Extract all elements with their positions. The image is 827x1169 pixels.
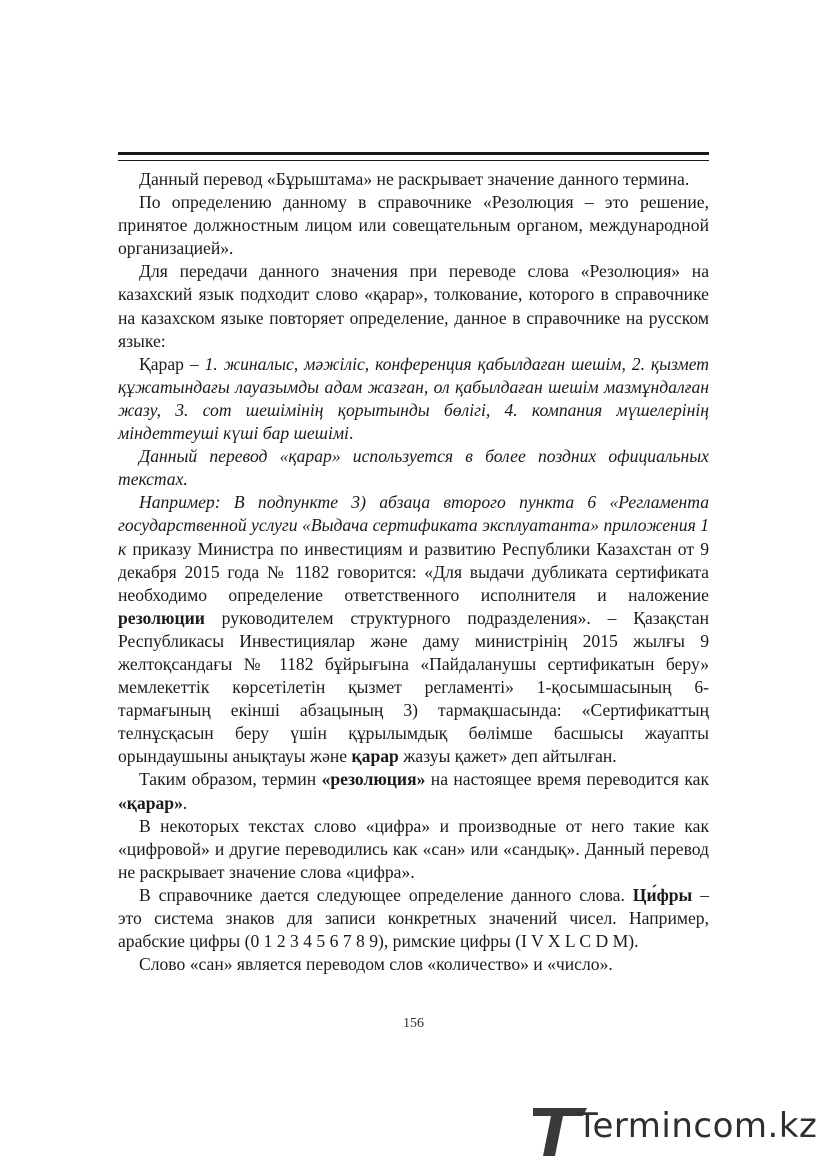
paragraph xyxy=(118,884,709,953)
text-run: Таким образом, термин xyxy=(139,769,322,790)
header-rule-thick xyxy=(118,152,709,155)
bold-term: резолюции xyxy=(118,607,205,628)
bold-term: «қарар» xyxy=(118,792,183,813)
text-run: . xyxy=(348,423,354,444)
text-run: – это система знаков для записи конкретных значений чисел. Например, арабские цифры (0 1 2 3 4 5 6 7 8 9), римские цифры (I V X L C D M). xyxy=(118,884,709,952)
bold-term: қарар xyxy=(351,746,399,767)
paragraph xyxy=(118,191,709,260)
paragraph xyxy=(118,445,709,491)
text-run: Данный перевод «Бұрыштама» не раскрывает значение данного термина. xyxy=(139,169,690,189)
paragraph xyxy=(118,953,709,976)
paragraph xyxy=(118,768,709,814)
text-run: В справочнике дается следующее определение данного слова. xyxy=(139,884,633,905)
paragraph xyxy=(118,815,709,884)
text-run: Для передачи данного значения при переводе слова «Резолюция» на казахский язык подходит слово «қарар», толкование, которого в справочнике на казахском языке повторяет определение, данное в справочнике на русском языке: xyxy=(118,261,709,351)
text-run: жазуы қажет» деп айтылған. xyxy=(398,746,617,767)
bold-term: Ци́фры xyxy=(632,884,693,905)
text-run: Қарар – xyxy=(139,353,205,374)
paragraph xyxy=(118,260,709,352)
paragraph xyxy=(118,491,709,768)
text-run: В некоторых текстах слово «цифра» и производные от него такие как «цифровой» и другие переводились как «сан» или «сандық». Данный перевод не раскрывает значение слова «цифра». xyxy=(118,815,709,882)
text-run: Слово «сан» является переводом слов «количество» и «число». xyxy=(139,954,613,975)
paragraph xyxy=(118,353,709,445)
italic-text: 1. жиналыс, мәжіліс, конференция қабылдаған шешім, 2. қызмет құжатындағы лауазымды адам жазған, ол қабылдаған шешім мазмұндалған жазу, 3. сот шешімінің қорытынды бөлігі, 4. компания мүшелерінің міндеттеуші күші бар шешімі xyxy=(118,353,709,444)
text-run: руководителем структурного подразделения». – Қазақстан Республикасы Инвестициялар және даму министрінің 2015 жылғы 9 желтоқсандағы № 1182 бұйрығына «Пайдаланушы сертификатын беру» мемлекеттік көрсетілетін қызмет регламенті» 1-қосымшасының 6-тармағының екінші абзацының 3) тармақшасында: «Сертификаттың телнұсқасын беру үшін құрылымдық бөлімше басшысы жауапты орындаушыны анықтауы және xyxy=(118,607,709,767)
page-body xyxy=(118,168,709,976)
page-number: 156 xyxy=(403,1016,424,1031)
text-run: приказу Министра по инвестициям и развитию Республики Казахстан от 9 декабря 2015 года № 1182 говорится: «Для выдачи дубликата сертификата необходимо определение ответственного исполнителя и наложение xyxy=(118,538,709,605)
text-run: . xyxy=(182,792,188,813)
bold-term: «резолюция» xyxy=(321,769,426,790)
paragraph xyxy=(118,168,709,191)
header-rule-thin xyxy=(118,160,709,161)
termincom-logo xyxy=(533,1102,818,1156)
logo-text: Termincom.kz xyxy=(577,1106,818,1146)
text-run: на настоящее время переводится как xyxy=(425,769,709,790)
italic-text: Данный перевод «қарар» используется в более поздних официальных текстах. xyxy=(118,446,709,490)
text-run: По определению данному в справочнике «Резолюция – это решение, принятое должностным лицом или совещательным органом, международной организацией». xyxy=(118,192,709,259)
italic-text: Например: В подпункте 3) абзаца второго пункта 6 «Регламента государственной услуги «Выдача сертификата эксплуатанта» приложения 1 к xyxy=(118,492,709,559)
